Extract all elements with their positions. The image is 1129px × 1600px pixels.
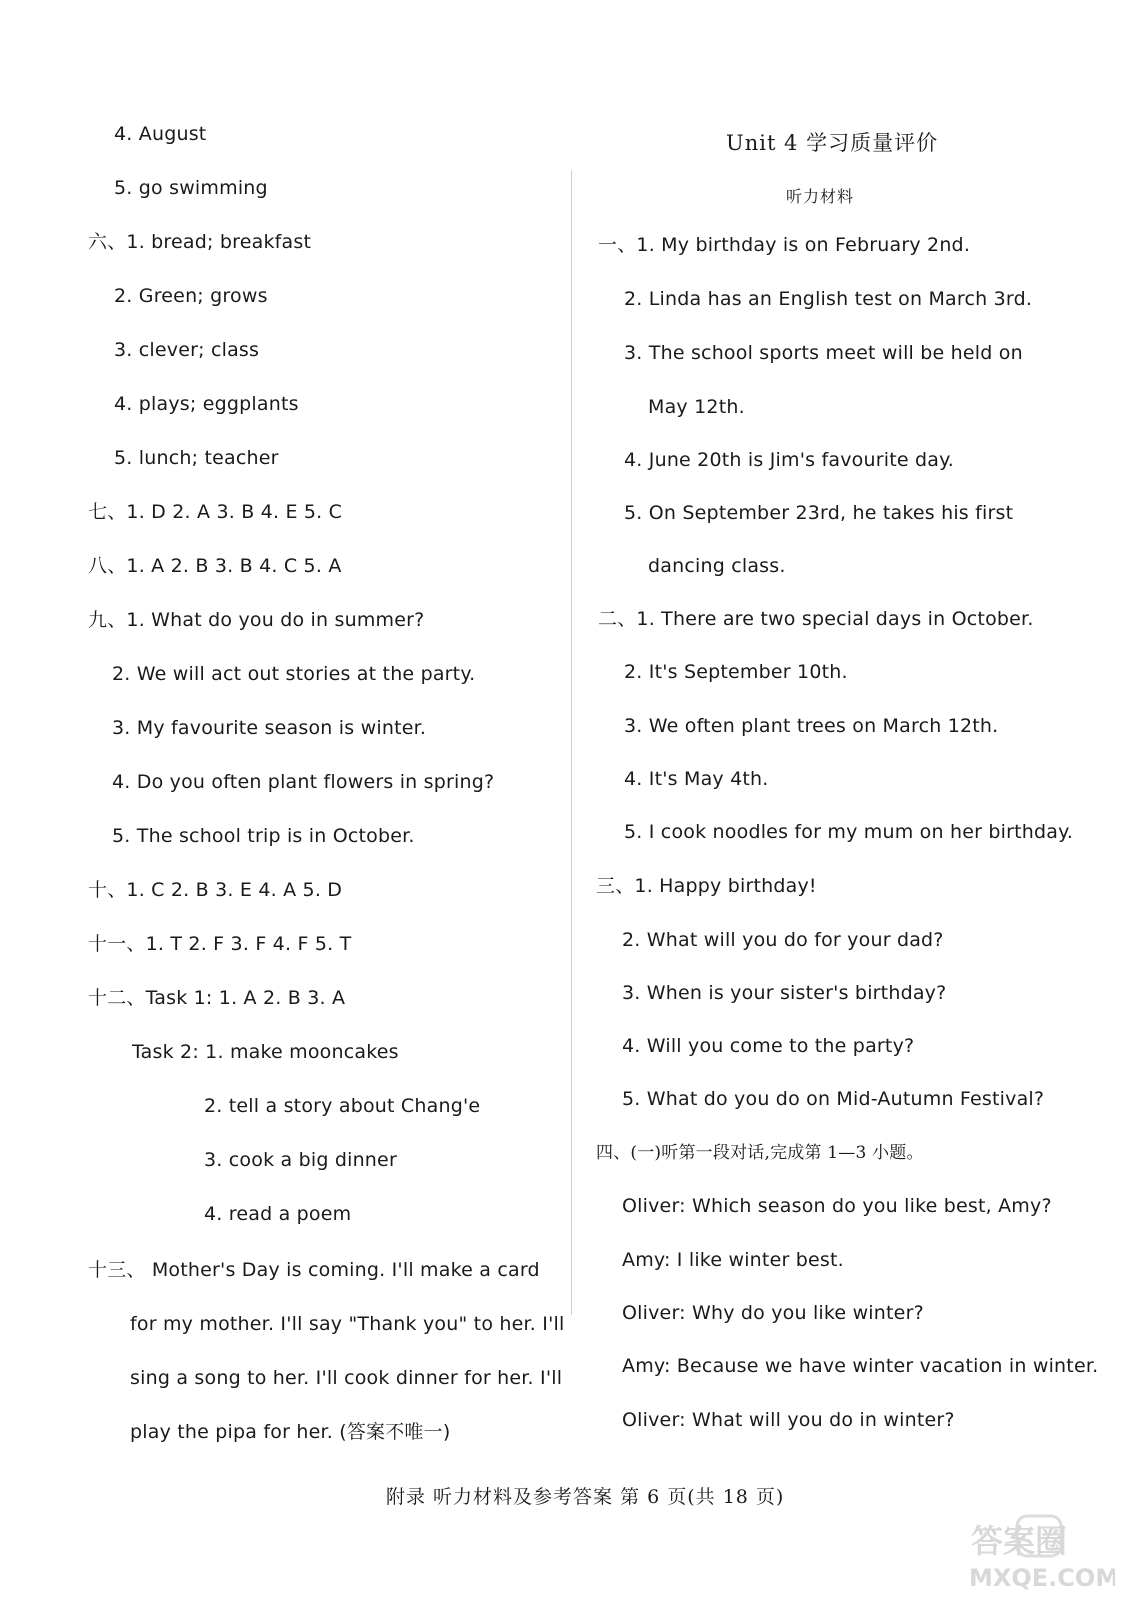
listening-line: 3. When is your sister's birthday? xyxy=(622,982,947,1004)
listening-line: 5. I cook noodles for my mum on her birthday. xyxy=(624,821,1074,843)
answer-line: 十三、 Mother's Day is coming. I'll make a card xyxy=(88,1259,540,1281)
listening-line: 2. What will you do for your dad? xyxy=(622,929,944,951)
listening-line: 2. It's September 10th. xyxy=(624,661,848,683)
answer-line: 5. lunch; teacher xyxy=(114,447,279,469)
listening-line: 一、1. My birthday is on February 2nd. xyxy=(598,234,971,256)
listening-line: May 12th. xyxy=(648,396,745,418)
dialogue-line: Oliver: Which season do you like best, Amy? xyxy=(622,1195,1052,1217)
answer-line: 2. Green; grows xyxy=(114,285,268,307)
answer-line: 4. read a poem xyxy=(204,1203,352,1225)
listening-line: 3. We often plant trees on March 12th. xyxy=(624,715,999,737)
dialogue-line: Amy: I like winter best. xyxy=(622,1249,844,1271)
dialogue-line: Oliver: What will you do in winter? xyxy=(622,1409,955,1431)
answer-line: 5. go swimming xyxy=(114,177,268,199)
listening-line: 4. It's May 4th. xyxy=(624,768,769,790)
listening-line: 4. June 20th is Jim's favourite day. xyxy=(624,449,955,471)
listening-line: 5. What do you do on Mid-Autumn Festival? xyxy=(622,1088,1045,1110)
answer-line: sing a song to her. I'll cook dinner for her. I'll xyxy=(130,1367,563,1389)
answer-line: 2. We will act out stories at the party. xyxy=(112,663,476,685)
answer-line: 2. tell a story about Chang'e xyxy=(204,1095,481,1117)
section-subtitle: 听力材料 xyxy=(786,187,855,206)
listening-line: 三、1. Happy birthday! xyxy=(596,875,817,897)
listening-line: 4. Will you come to the party? xyxy=(622,1035,915,1057)
answer-line: 3. cook a big dinner xyxy=(204,1149,397,1171)
dialogue-line: Amy: Because we have winter vacation in winter. xyxy=(622,1355,1099,1377)
answer-line: 4. Do you often plant flowers in spring? xyxy=(112,771,495,793)
listening-line: dancing class. xyxy=(648,555,786,577)
answer-line: for my mother. I'll say "Thank you" to her. I'll xyxy=(130,1313,565,1335)
watermark-bottom-text: MXQE.COM xyxy=(969,1564,1115,1592)
answer-line: 4. plays; eggplants xyxy=(114,393,299,415)
answer-line: 十、1. C 2. B 3. E 4. A 5. D xyxy=(88,879,343,901)
answer-line: 十二、Task 1: 1. A 2. B 3. A xyxy=(88,987,346,1009)
listening-line: 2. Linda has an English test on March 3rd. xyxy=(624,288,1033,310)
watermark-logo xyxy=(965,1514,1115,1594)
column-divider xyxy=(571,170,572,1315)
answer-line: 六、1. bread; breakfast xyxy=(88,231,312,253)
answer-line: 4. August xyxy=(114,123,207,145)
listening-line: 5. On September 23rd, he takes his first xyxy=(624,502,1014,524)
answer-line: 3. clever; class xyxy=(114,339,260,361)
watermark-top-text: 答案圈 xyxy=(971,1522,1068,1560)
listening-line: 二、1. There are two special days in October. xyxy=(598,608,1034,630)
answer-line: 九、1. What do you do in summer? xyxy=(88,609,425,631)
answer-line: 十一、1. T 2. F 3. F 4. F 5. T xyxy=(88,933,352,955)
answer-line: 3. My favourite season is winter. xyxy=(112,717,427,739)
dialogue-line: Oliver: Why do you like winter? xyxy=(622,1302,924,1324)
answer-line: 八、1. A 2. B 3. B 4. C 5. A xyxy=(88,555,342,577)
answer-line: play the pipa for her. (答案不唯一) xyxy=(130,1421,451,1443)
listening-line: 3. The school sports meet will be held on xyxy=(624,342,1023,364)
page-footer: 附录 听力材料及参考答案 第 6 页(共 18 页) xyxy=(386,1486,785,1508)
listening-line: 四、(一)听第一段对话,完成第 1—3 小题。 xyxy=(596,1143,924,1163)
answer-line: 5. The school trip is in October. xyxy=(112,825,415,847)
answer-line: 七、1. D 2. A 3. B 4. E 5. C xyxy=(88,501,343,523)
answer-line: Task 2: 1. make mooncakes xyxy=(132,1041,399,1063)
section-title: Unit 4 学习质量评价 xyxy=(726,131,939,155)
